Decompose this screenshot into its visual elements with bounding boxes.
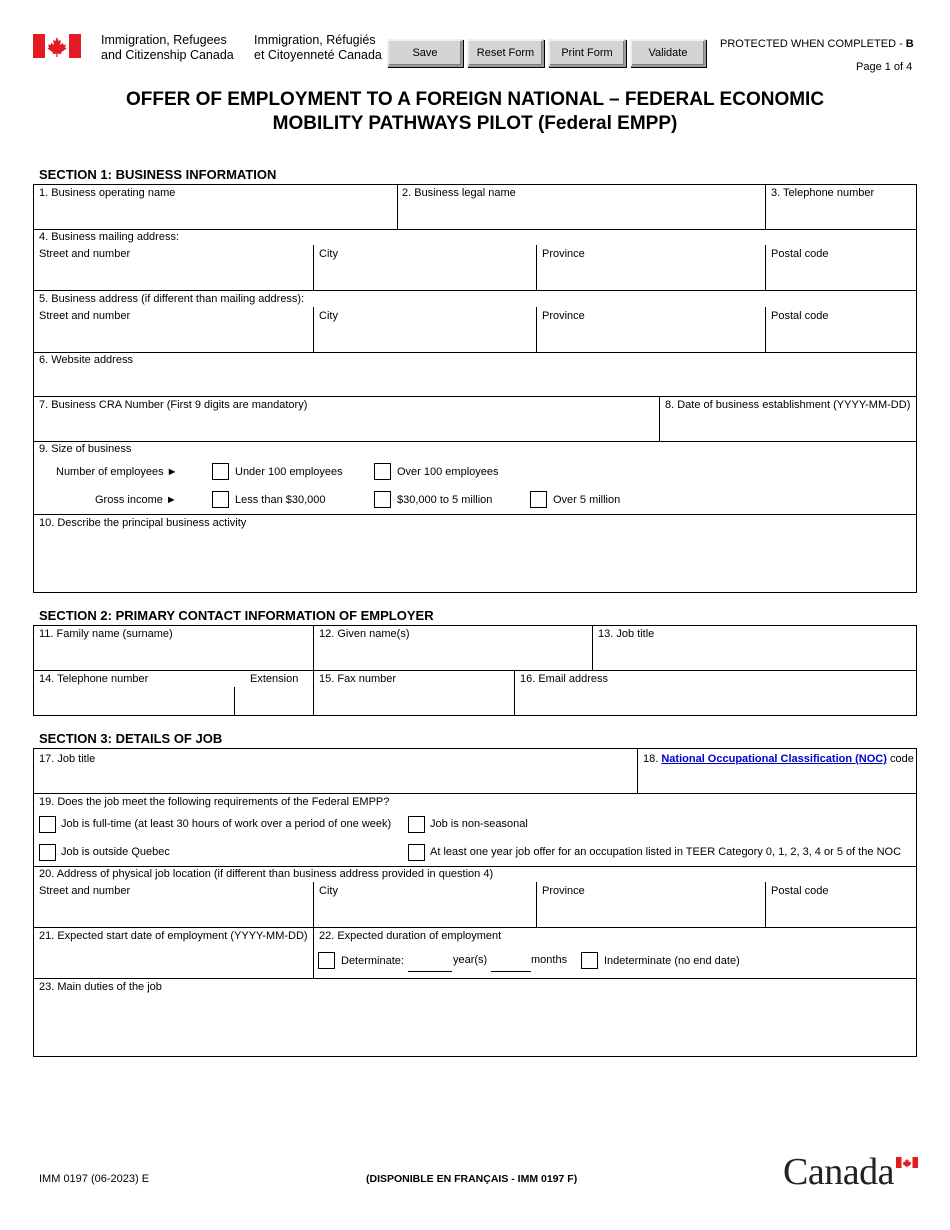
job-province-field[interactable] (539, 899, 762, 925)
q20-city-label: City (319, 885, 338, 897)
q7-label: 7. Business CRA Number (First 9 digits are mandatory) (39, 399, 308, 411)
q4-street-label: Street and number (39, 248, 131, 260)
years-label: year(s) (453, 954, 488, 966)
given-names-field[interactable] (316, 642, 589, 668)
form-id: IMM 0197 (06-2023) E (39, 1173, 150, 1185)
over-5m-label: Over 5 million (553, 494, 621, 506)
q14-label: 14. Telephone number (39, 673, 149, 685)
determinate-label: Determinate: (341, 955, 404, 967)
teer-checkbox[interactable] (408, 844, 425, 861)
q20-province-label: Province (542, 885, 585, 897)
fax-field[interactable] (316, 688, 511, 714)
canada-wordmark (783, 1150, 919, 1194)
months-label: months (531, 954, 568, 966)
over-100-label: Over 100 employees (397, 466, 499, 478)
reset-form-button[interactable]: Reset Form (467, 39, 544, 67)
outside-quebec-label: Job is outside Quebec (61, 846, 170, 858)
under-100-checkbox[interactable] (212, 463, 229, 480)
noc-link[interactable]: National Occupational Classification (NOC) (661, 753, 887, 765)
dept-name-french (254, 33, 382, 63)
q17-label: 17. Job title (39, 753, 96, 765)
job-title-field[interactable] (36, 767, 634, 791)
nonseasonal-checkbox[interactable] (408, 816, 425, 833)
years-field[interactable] (408, 950, 452, 971)
q16-label: 16. Email address (520, 673, 609, 685)
q6-label: 6. Website address (39, 354, 133, 366)
q4-postal-label: Postal code (771, 248, 829, 260)
validate-button[interactable]: Validate (630, 39, 706, 67)
business-legal-name-field[interactable] (400, 201, 762, 227)
protected-notice (720, 38, 914, 51)
mid-income-checkbox[interactable] (374, 491, 391, 508)
dept-en-line2: and Citizenship Canada (101, 48, 234, 62)
q9-label: 9. Size of business (39, 443, 132, 455)
q11-label: 11. Family name (surname) (39, 628, 173, 640)
form-title (0, 88, 950, 136)
dept-fr-line1: Immigration, Réfugiés (254, 33, 376, 47)
print-form-button[interactable]: Print Form (548, 39, 626, 67)
mailing-street-field[interactable] (36, 262, 310, 288)
business-street-field[interactable] (36, 324, 310, 350)
main-duties-field[interactable] (36, 995, 914, 1054)
canada-flag-logo (33, 34, 81, 58)
cra-number-field[interactable] (36, 413, 656, 439)
q22-label: 22. Expected duration of employment (319, 930, 502, 942)
nonseasonal-label: Job is non-seasonal (430, 818, 528, 830)
teer-label: At least one year job offer for an occupation listed in TEER Category 0, 1, 2, 3, 4 or 5 of the NOC (430, 846, 902, 858)
family-name-field[interactable] (36, 642, 310, 668)
business-postal-field[interactable] (768, 324, 914, 350)
job-street-field[interactable] (36, 899, 310, 925)
title-line1: OFFER OF EMPLOYMENT TO A FOREIGN NATIONAL – FEDERAL ECONOMIC (125, 89, 825, 110)
french-availability: (DISPONIBLE EN FRANÇAIS - IMM 0197 F) (366, 1173, 578, 1185)
wordmark-flag-icon (896, 1157, 918, 1168)
dept-fr-line2: et Citoyenneté Canada (254, 48, 382, 62)
protected-class: B (905, 38, 914, 50)
q20-street-label: Street and number (39, 885, 131, 897)
over-100-checkbox[interactable] (374, 463, 391, 480)
q4-label: 4. Business mailing address: (39, 231, 180, 243)
q19-label: 19. Does the job meet the following requirements of the Federal EMPP? (39, 796, 390, 808)
q18-label (643, 753, 914, 766)
indeterminate-label: Indeterminate (no end date) (604, 955, 740, 967)
determinate-checkbox[interactable] (318, 952, 335, 969)
mid-income-label: $30,000 to 5 million (397, 494, 493, 506)
employees-label: Number of employees ► (56, 466, 178, 478)
mailing-postal-field[interactable] (768, 262, 914, 288)
q10-label: 10. Describe the principal business activity (39, 517, 247, 529)
canada-wordmark-text: Canada (783, 1151, 894, 1193)
q5-city-label: City (319, 310, 338, 322)
protected-label: PROTECTED WHEN COMPLETED - (720, 38, 906, 50)
q15-label: 15. Fax number (319, 673, 397, 685)
q4-city-label: City (319, 248, 338, 260)
q8-label: 8. Date of business establishment (YYYY-MM-DD) (665, 399, 911, 411)
q12-label: 12. Given name(s) (319, 628, 410, 640)
less-30k-label: Less than $30,000 (235, 494, 326, 506)
title-line2: MOBILITY PATHWAYS PILOT (Federal EMPP) (272, 113, 678, 134)
outside-quebec-checkbox[interactable] (39, 844, 56, 861)
q20-postal-label: Postal code (771, 885, 829, 897)
over-5m-checkbox[interactable] (530, 491, 547, 508)
dept-en-line1: Immigration, Refugees (101, 33, 227, 47)
section3-heading: SECTION 3: DETAILS OF JOB (39, 731, 223, 746)
q5-province-label: Province (542, 310, 585, 322)
fulltime-label: Job is full-time (at least 30 hours of work over a period of one week) (61, 818, 392, 830)
contact-job-title-field[interactable] (595, 642, 914, 668)
extension-label: Extension (250, 673, 299, 685)
q5-street-label: Street and number (39, 310, 131, 322)
save-button[interactable]: Save (387, 39, 463, 67)
income-label: Gross income ► (95, 494, 177, 506)
business-telephone-field[interactable] (768, 201, 914, 227)
q1-label: 1. Business operating name (39, 187, 176, 199)
job-city-field[interactable] (316, 899, 533, 925)
months-field[interactable] (491, 950, 531, 971)
mailing-city-field[interactable] (316, 262, 533, 288)
less-30k-checkbox[interactable] (212, 491, 229, 508)
q5-label: 5. Business address (if different than mailing address): (39, 293, 305, 305)
indeterminate-checkbox[interactable] (581, 952, 598, 969)
fulltime-checkbox[interactable] (39, 816, 56, 833)
job-postal-field[interactable] (768, 899, 914, 925)
noc-code-field[interactable] (640, 767, 914, 791)
q20-label: 20. Address of physical job location (if different than business address provided in question 4) (39, 868, 494, 880)
contact-telephone-field[interactable] (36, 688, 231, 714)
business-operating-name-field[interactable] (36, 201, 394, 227)
start-date-field[interactable] (36, 944, 310, 976)
business-province-field[interactable] (539, 324, 762, 350)
establishment-date-field[interactable] (662, 413, 914, 439)
business-city-field[interactable] (316, 324, 533, 350)
q3-label: 3. Telephone number (771, 187, 875, 199)
extension-field[interactable] (237, 688, 310, 714)
q4-province-label: Province (542, 248, 585, 260)
q13-label: 13. Job title (598, 628, 655, 640)
q21-label: 21. Expected start date of employment (YYYY-MM-DD) (39, 930, 308, 942)
q23-label: 23. Main duties of the job (39, 981, 162, 993)
page-number: Page 1 of 4 (856, 61, 913, 73)
mailing-province-field[interactable] (539, 262, 762, 288)
website-field[interactable] (36, 368, 914, 394)
q18-suffix: code (886, 753, 914, 765)
dept-name-english (101, 33, 234, 63)
email-field[interactable] (517, 688, 914, 714)
business-activity-field[interactable] (36, 531, 914, 590)
section1-heading: SECTION 1: BUSINESS INFORMATION (39, 167, 277, 182)
q18-prefix: 18. (643, 753, 662, 765)
q5-postal-label: Postal code (771, 310, 829, 322)
q2-label: 2. Business legal name (402, 187, 516, 199)
under-100-label: Under 100 employees (235, 466, 343, 478)
section2-heading: SECTION 2: PRIMARY CONTACT INFORMATION OF EMPLOYER (39, 608, 434, 623)
